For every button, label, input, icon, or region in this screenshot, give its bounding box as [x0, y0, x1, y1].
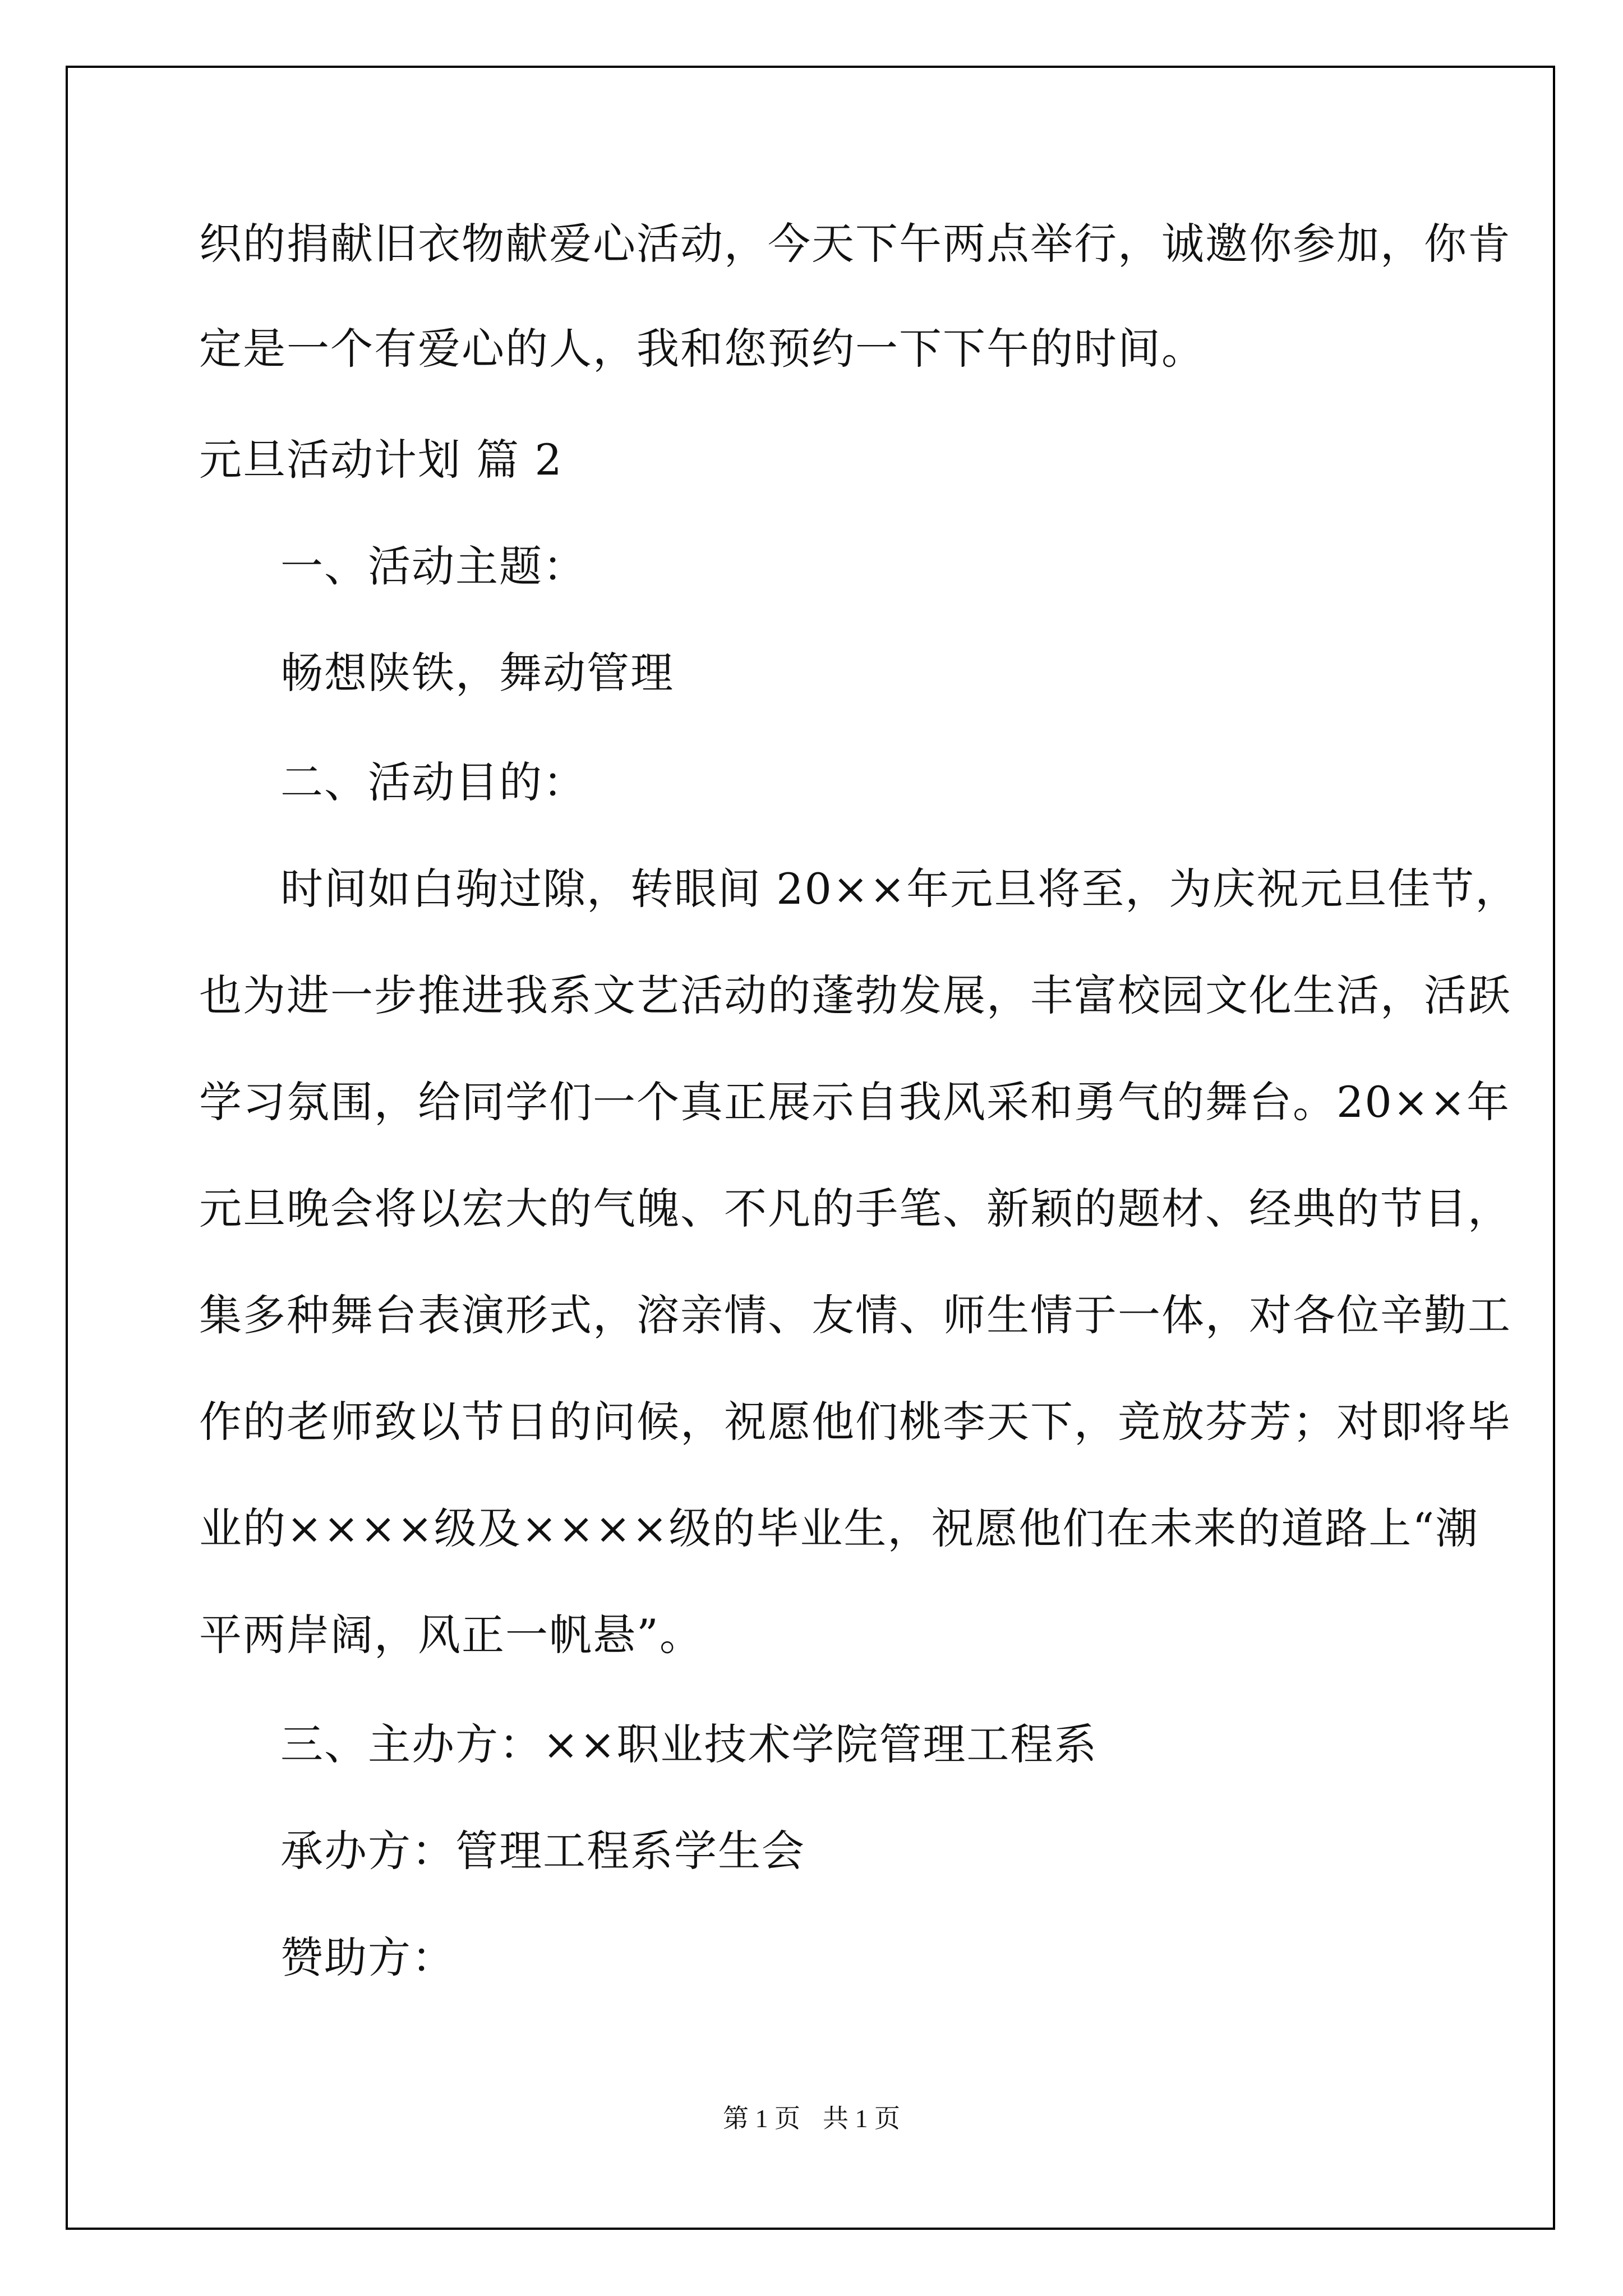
- page-number: 第 1 页: [723, 2104, 800, 2133]
- sponsor-line: 赞助方：: [280, 1932, 455, 1982]
- paragraph-line: 集多种舞台表演形式，溶亲情、友情、师生情于一体，对各位辛勤工: [199, 1290, 1511, 1340]
- paragraph-line: 作的老师致以节日的问候，祝愿他们桃李天下，竞放芬芳；对即将毕: [199, 1397, 1511, 1447]
- paragraph-line: 也为进一步推进我系文艺活动的蓬勃发展，丰富校园文化生活，活跃: [199, 970, 1511, 1020]
- paragraph-line: 学习氛围，给同学们一个真正展示自我风采和勇气的舞台。20××年: [199, 1077, 1511, 1127]
- organizer-line: 三、主办方：××职业技术学院管理工程系: [280, 1719, 1098, 1769]
- paragraph-line: 业的××××级及××××级的毕业生，祝愿他们在未来的道路上“潮: [199, 1503, 1479, 1553]
- subheading-theme: 一、活动主题：: [280, 541, 587, 591]
- co-organizer-line: 承办方：管理工程系学生会: [280, 1826, 805, 1876]
- theme-text: 畅想陕铁，舞动管理: [280, 648, 674, 698]
- page-border: [66, 66, 1555, 2230]
- paragraph-line: 元旦晚会将以宏大的气魄、不凡的手笔、新颖的题材、经典的节目，: [199, 1184, 1511, 1234]
- paragraph-line: 定是一个有爱心的人，我和您预约一下下午的时间。: [199, 324, 1205, 374]
- paragraph-line: 平两岸阔，风正一帆悬”。: [199, 1610, 703, 1660]
- page-total: 共 1 页: [823, 2104, 900, 2133]
- section-heading: 元旦活动计划 篇 2: [199, 435, 563, 485]
- page-footer: [0, 2098, 1623, 2135]
- paragraph-line: 织的捐献旧衣物献爱心活动，今天下午两点举行，诚邀你参加，你肯: [199, 219, 1511, 269]
- paragraph-line: 时间如白驹过隙，转眼间 20××年元旦将至，为庆祝元旦佳节，: [280, 864, 1519, 914]
- subheading-purpose: 二、活动目的：: [280, 757, 587, 807]
